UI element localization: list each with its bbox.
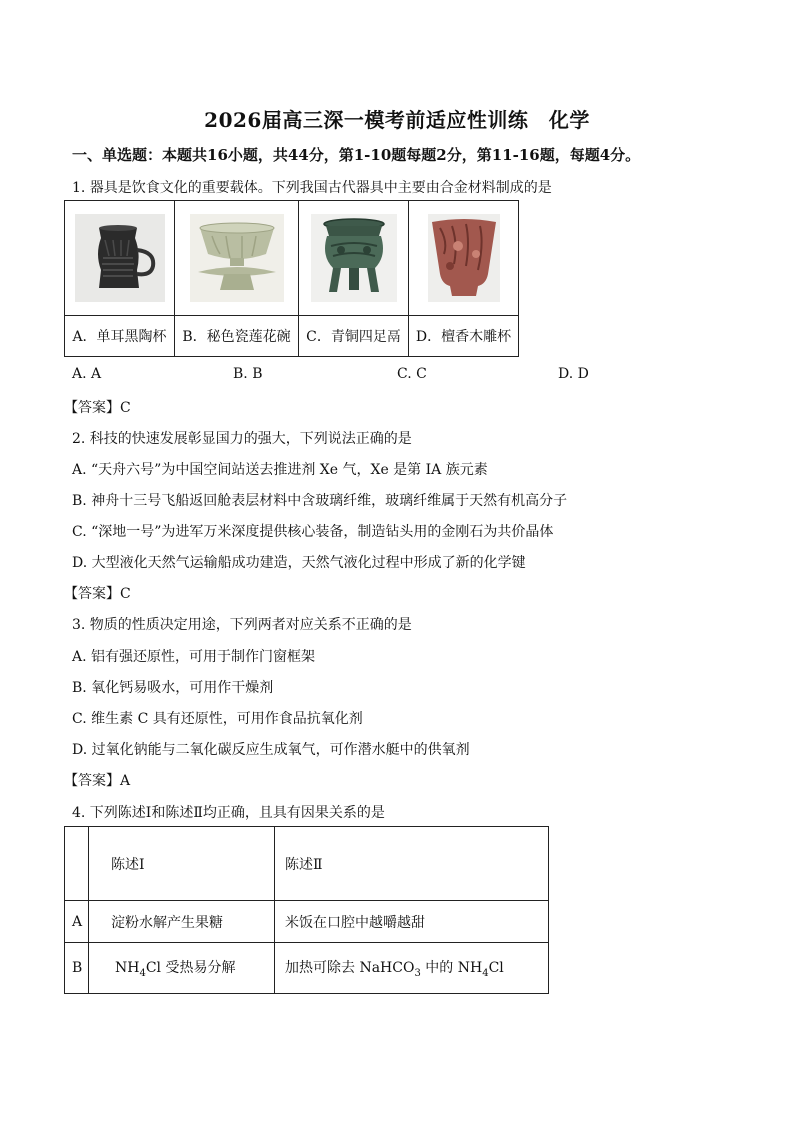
q4-row-a (65, 901, 549, 943)
q4-row-a-s1: 淀粉水解产生果糖 (89, 901, 275, 943)
q1-caption-b: B．秘色瓷莲花碗 (175, 316, 299, 357)
q2-stem: 2. 科技的快速发展彰显国力的强大，下列说法正确的是 (72, 431, 412, 447)
bronze-tripod-vessel-image (311, 214, 397, 302)
q3-option-c: C. 维生素 C 具有还原性，可用作食品抗氧化剂 (72, 711, 363, 727)
q1-cell-b (175, 201, 299, 316)
q1-cell-a (65, 201, 175, 316)
section-heading: 一、单选题：本题共16小题，共44分，第1-10题每题2分，第11-16题，每题4分。 (72, 146, 641, 164)
q3-option-d: D. 过氧化钠能与二氧化碳反应生成氧气，可作潜水艇中的供氧剂 (72, 742, 470, 758)
q4-header-row (65, 827, 549, 901)
q4-header-s2: 陈述Ⅱ (275, 827, 549, 901)
q1-image-table (64, 200, 519, 357)
q1-option-b: B. B (233, 366, 263, 382)
q4-stem: 4. 下列陈述Ⅰ和陈述Ⅱ均正确，且具有因果关系的是 (72, 805, 385, 821)
q1-caption-d: D．檀香木雕杯 (409, 316, 519, 357)
celadon-lotus-bowl-image (190, 214, 284, 302)
q1-option-c: C. C (397, 366, 427, 382)
q1-option-d: D. D (558, 366, 589, 382)
q2-option-d: D. 大型液化天然气运输船成功建造，天然气液化过程中形成了新的化学键 (72, 555, 526, 571)
q1-options (72, 366, 592, 386)
q4-header-blank (65, 827, 89, 901)
q2-option-b: B. 神舟十三号飞船返回舱表层材料中含玻璃纤维，玻璃纤维属于天然有机高分子 (72, 493, 568, 509)
q1-caption-c: C．青铜四足鬲 (299, 316, 409, 357)
q3-stem: 3. 物质的性质决定用途，下列两者对应关系不正确的是 (72, 617, 412, 633)
q2-option-a: A. “天舟六号”为中国空间站送去推进剂 Xe 气，Xe 是第 IA 族元素 (72, 462, 488, 478)
q4-row-b-label: B (65, 943, 89, 994)
q4-row-a-s2: 米饭在口腔中越嚼越甜 (275, 901, 549, 943)
q1-cell-d (409, 201, 519, 316)
q4-row-b-s1: $NH_4Cl$ 受热易分解 (89, 943, 275, 994)
q3-option-b: B. 氧化钙易吸水，可用作干燥剂 (72, 680, 274, 696)
q3-answer: 【答案】A (64, 773, 131, 789)
q1-answer: 【答案】C (64, 400, 131, 416)
q1-stem: 1. 器具是饮食文化的重要载体。下列我国古代器具中主要由合金材料制成的是 (72, 180, 552, 196)
sandalwood-carved-cup-image (428, 214, 500, 302)
q4-row-b-s2: 加热可除去 NaHCO$_3$ 中的 $NH_4Cl$ (275, 943, 549, 994)
page-title: 2026届高三深一模考前适应性训练 化学 (204, 108, 590, 132)
q1-cell-c (299, 201, 409, 316)
q1-option-a: A. A (72, 366, 102, 382)
q2-option-c: C. “深地一号”为进军万米深度提供核心装备，制造钻头用的金刚石为共价晶体 (72, 524, 554, 540)
q4-row-a-label: A (65, 901, 89, 943)
q3-option-a: A. 铝有强还原性，可用于制作门窗框架 (72, 649, 316, 665)
q1-caption-a: A．单耳黑陶杯 (65, 316, 175, 357)
q4-header-s1: 陈述Ⅰ (89, 827, 275, 901)
q2-answer: 【答案】C (64, 586, 131, 602)
q4-table (64, 826, 549, 994)
black-pottery-cup-image (75, 214, 165, 302)
q4-row-b (65, 943, 549, 994)
